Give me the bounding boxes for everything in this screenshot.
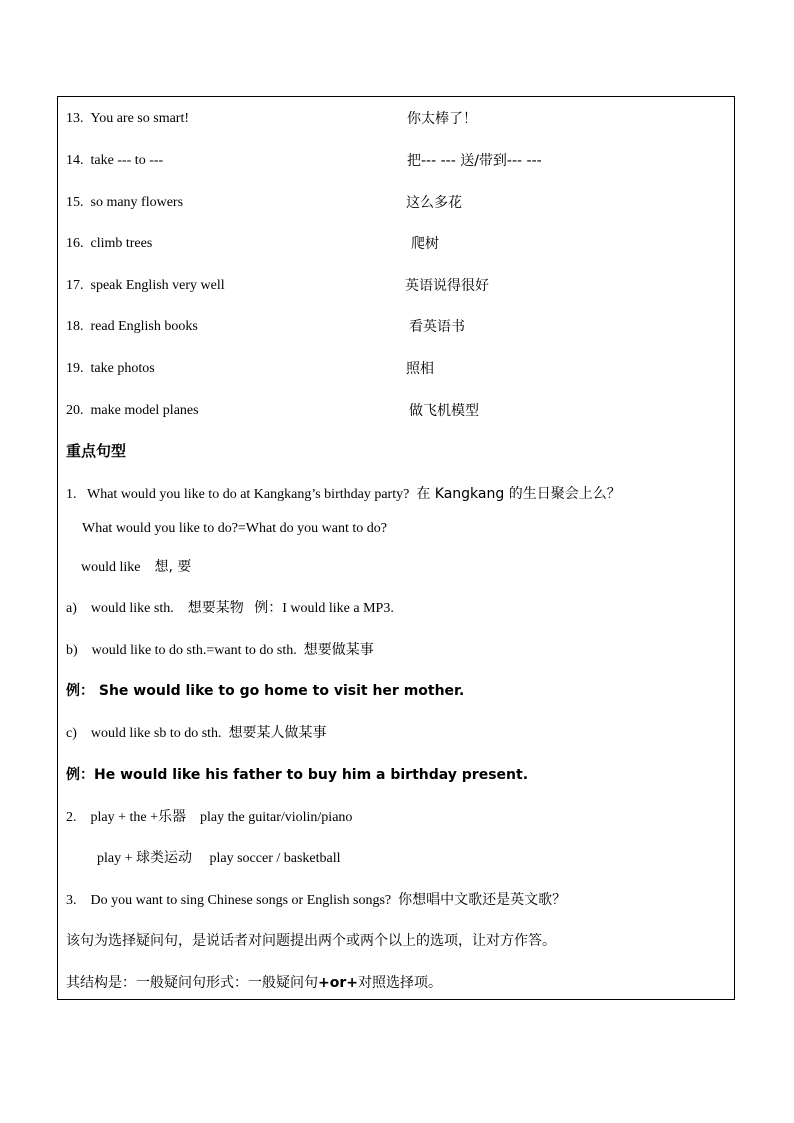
note-2 xyxy=(66,974,442,992)
usage-a xyxy=(66,599,394,618)
would-like-english: would like xyxy=(81,560,141,575)
sentence-number: 3. xyxy=(66,893,77,908)
sentence-1-alt: What would you like to do?=What do you want to do? xyxy=(82,521,387,536)
phrase-chinese: 这么多花 xyxy=(406,195,462,211)
phrase-number: 20. xyxy=(66,403,84,418)
phrase-row xyxy=(66,402,199,420)
phrase-chinese: 看英语书 xyxy=(409,319,465,335)
phrase-number: 14. xyxy=(66,153,84,168)
sentence-english: What would you like to do at Kangkang’s birthday party? xyxy=(87,487,410,502)
pattern-english: play + the + xyxy=(90,810,158,825)
usage-english: would like sth. xyxy=(90,601,174,616)
phrase-number: 13. xyxy=(66,111,84,126)
example-2 xyxy=(66,766,528,784)
pattern-chinese: 球类运动 xyxy=(136,850,192,866)
note-1: 该句为选择疑问句，是说话者对问题提出两个或两个以上的选项，让对方作答。 xyxy=(66,933,556,949)
phrase-english: so many flowers xyxy=(90,195,184,210)
sentence-3 xyxy=(66,891,566,910)
phrase-chinese: 英语说得很好 xyxy=(405,278,489,294)
usage-english: would like sb to do sth. xyxy=(90,726,222,741)
phrase-row xyxy=(66,277,225,295)
would-like-line xyxy=(81,558,191,577)
usage-c xyxy=(66,724,327,743)
phrase-english: take --- to --- xyxy=(90,153,164,168)
phrase-english: speak English very well xyxy=(90,278,225,293)
phrase-chinese: 爬树 xyxy=(411,236,439,252)
note-text: 其结构是：一般疑问句形式：一般疑问句 xyxy=(66,975,318,991)
phrase-english: read English books xyxy=(90,319,198,334)
sentence-english: Do you want to sing Chinese songs or English songs? xyxy=(90,893,392,908)
would-like-chinese: 想, 要 xyxy=(154,559,192,575)
phrase-number: 19. xyxy=(66,361,84,376)
usage-label: c) xyxy=(66,726,77,741)
example-label: 例： xyxy=(66,767,94,783)
usage-english: would like to do sth.=want to do sth. xyxy=(91,643,297,658)
sentence-number: 1. xyxy=(66,487,77,502)
example-label: 例： xyxy=(66,683,94,699)
sentence-chinese: 你想唱中文歌还是英文歌？ xyxy=(398,892,567,908)
sentence-chinese: 在 Kangkang 的生日聚会上么？ xyxy=(416,486,621,502)
section-title: 重点句型 xyxy=(66,442,127,460)
phrase-row xyxy=(66,235,152,253)
example-label: 例： xyxy=(254,600,283,616)
phrase-row xyxy=(66,194,183,212)
usage-chinese: 想要某人做某事 xyxy=(228,725,327,741)
phrase-row xyxy=(66,360,155,378)
usage-label: a) xyxy=(66,601,77,616)
phrase-english: take photos xyxy=(90,361,155,376)
phrase-english: climb trees xyxy=(90,236,153,251)
phrase-row xyxy=(66,110,189,128)
phrase-row xyxy=(66,152,163,170)
phrase-chinese: 你太棒了！ xyxy=(407,111,477,127)
sentence-number: 2. xyxy=(66,810,77,825)
phrase-chinese: 把--- --- 送/带到--- --- xyxy=(407,153,542,169)
phrase-number: 15. xyxy=(66,195,84,210)
note-text: 对照选择项。 xyxy=(357,975,442,991)
example-1 xyxy=(66,682,464,700)
example-text: He would like his father to buy him a birthday present. xyxy=(94,767,529,783)
pattern-chinese: 乐器 xyxy=(158,809,186,825)
pattern-example: play the guitar/violin/piano xyxy=(200,810,353,825)
pattern-example: play soccer / basketball xyxy=(209,851,341,866)
pattern-english: play + xyxy=(97,851,133,866)
sentence-2 xyxy=(66,808,352,827)
phrase-number: 16. xyxy=(66,236,84,251)
sentence-2-line-2 xyxy=(97,849,341,868)
phrase-number: 17. xyxy=(66,278,84,293)
usage-label: b) xyxy=(66,643,78,658)
usage-chinese: 想要做某事 xyxy=(303,642,374,658)
phrase-english: You are so smart! xyxy=(90,111,190,126)
phrase-chinese: 照相 xyxy=(406,361,434,377)
phrase-number: 18. xyxy=(66,319,84,334)
phrase-english: make model planes xyxy=(90,403,199,418)
note-operator: +or+ xyxy=(318,975,358,991)
phrase-row xyxy=(66,318,198,336)
example-text: I would like a MP3. xyxy=(282,601,394,616)
usage-b xyxy=(66,641,374,660)
usage-chinese: 想要某物 xyxy=(187,600,244,616)
sentence-1 xyxy=(66,485,621,504)
phrase-chinese: 做飞机模型 xyxy=(409,403,479,419)
example-text: She would like to go home to visit her mother. xyxy=(98,683,465,699)
